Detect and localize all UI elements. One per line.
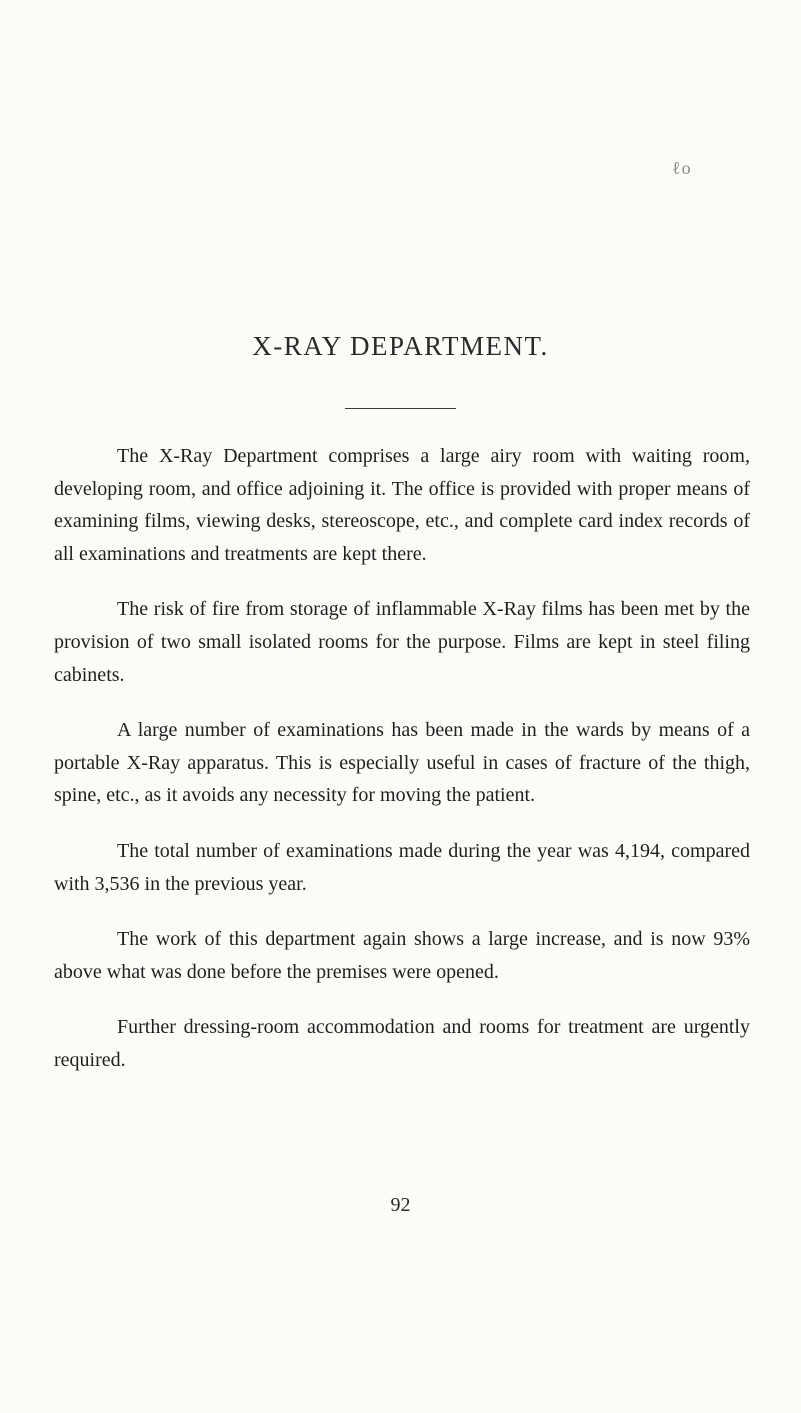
report-body [54,440,750,1100]
paragraph-department-description: The X-Ray Department comprises a large airy room with waiting room, developing room, and office adjoining it. The office is provided with proper means of examining films, viewing desks, stereoscope, etc., and complete card index records of all examinations and treatments are kept there. [54,445,750,565]
paragraph-requirements: Further dressing-room accommodation and rooms for treatment are urgently required. [54,1016,750,1071]
paragraph-fire-risk: The risk of fire from storage of inflammable X-Ray films has been met by the provision of two small isolated rooms for the purpose. Films are kept in steel filing cabinets. [54,598,750,686]
paragraph-portable-apparatus: A large number of examinations has been made in the wards by means of a portable X-Ray apparatus. This is especially useful in cases of fracture of the thigh, spine, etc., as it avoids any necessity for moving the patient. [54,719,750,807]
handwritten-mark: ℓo [672,158,692,178]
page-number: 92 [390,1194,411,1216]
paragraph-increase: The work of this department again shows a large increase, and is now 93% above what was done before the premises were opened. [54,928,750,983]
page-title: X-RAY DEPARTMENT. [252,331,549,361]
paragraph-examination-totals: The total number of examinations made during the year was 4,194, compared with 3,536 in the previous year. [54,839,750,895]
title-divider [345,408,456,409]
